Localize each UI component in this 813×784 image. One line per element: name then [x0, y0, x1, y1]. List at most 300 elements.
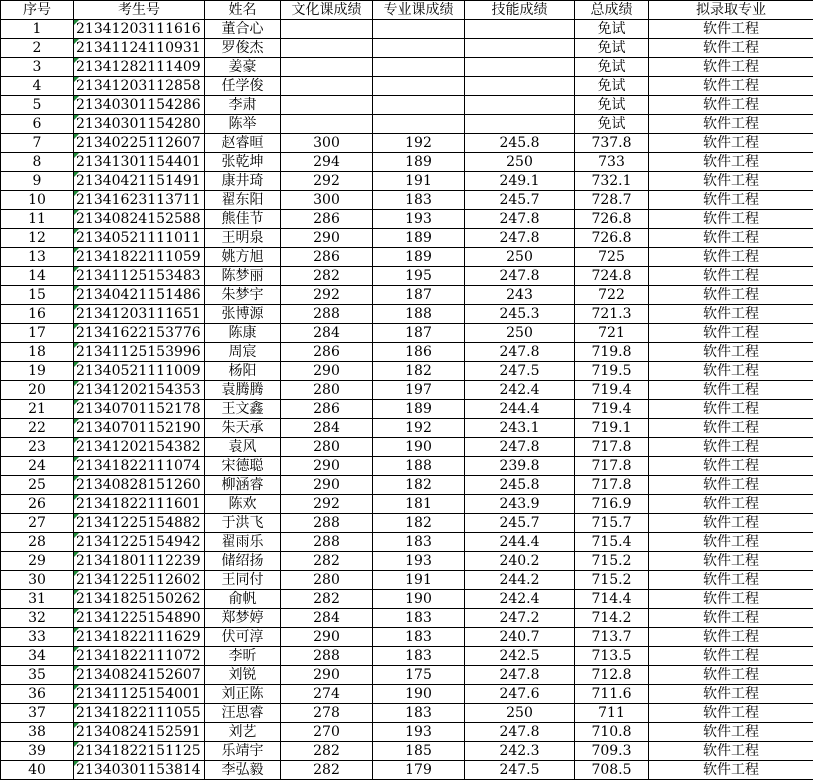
skill-score-cell[interactable]: 250	[465, 324, 575, 343]
name-cell[interactable]: 刘锐	[205, 666, 281, 685]
skill-score-cell[interactable]: 240.7	[465, 628, 575, 647]
major-score-cell[interactable]: 183	[373, 533, 465, 552]
major-score-cell[interactable]: 189	[373, 153, 465, 172]
culture-score-cell[interactable]: 284	[281, 609, 373, 628]
admitted-major-cell[interactable]: 软件工程	[649, 761, 813, 780]
culture-score-cell[interactable]: 294	[281, 153, 373, 172]
total-score-cell[interactable]: 725	[575, 248, 649, 267]
exam-id-cell[interactable]: 21341822111074	[74, 457, 205, 476]
exam-id-cell[interactable]: 21341622153776	[74, 324, 205, 343]
serial-cell[interactable]: 21	[1, 400, 74, 419]
admitted-major-cell[interactable]: 软件工程	[649, 495, 813, 514]
skill-score-cell[interactable]: 250	[465, 248, 575, 267]
serial-cell[interactable]: 18	[1, 343, 74, 362]
major-score-cell[interactable]: 189	[373, 248, 465, 267]
admitted-major-cell[interactable]: 软件工程	[649, 400, 813, 419]
major-score-cell[interactable]: 193	[373, 552, 465, 571]
total-score-cell[interactable]: 711	[575, 704, 649, 723]
name-cell[interactable]: 陈欢	[205, 495, 281, 514]
admitted-major-cell[interactable]: 软件工程	[649, 343, 813, 362]
name-cell[interactable]: 伏可淳	[205, 628, 281, 647]
exam-id-cell[interactable]: 21341825150262	[74, 590, 205, 609]
skill-score-cell[interactable]: 244.4	[465, 533, 575, 552]
total-score-cell[interactable]: 717.8	[575, 457, 649, 476]
name-cell[interactable]: 任学俊	[205, 77, 281, 96]
culture-score-cell[interactable]: 286	[281, 248, 373, 267]
serial-cell[interactable]: 6	[1, 115, 74, 134]
skill-score-cell[interactable]: 239.8	[465, 457, 575, 476]
total-score-cell[interactable]: 免试	[575, 39, 649, 58]
skill-score-cell[interactable]: 247.8	[465, 229, 575, 248]
total-score-cell[interactable]: 719.8	[575, 343, 649, 362]
exam-id-cell[interactable]: 21341822111629	[74, 628, 205, 647]
exam-id-cell[interactable]: 21341225154882	[74, 514, 205, 533]
total-score-cell[interactable]: 728.7	[575, 191, 649, 210]
name-cell[interactable]: 王明泉	[205, 229, 281, 248]
major-score-cell[interactable]: 197	[373, 381, 465, 400]
culture-score-cell[interactable]: 274	[281, 685, 373, 704]
major-score-cell[interactable]: 187	[373, 324, 465, 343]
name-cell[interactable]: 郑梦婷	[205, 609, 281, 628]
total-score-cell[interactable]: 721	[575, 324, 649, 343]
admitted-major-cell[interactable]: 软件工程	[649, 571, 813, 590]
name-cell[interactable]: 汪思睿	[205, 704, 281, 723]
culture-score-cell[interactable]: 290	[281, 362, 373, 381]
culture-score-cell[interactable]: 286	[281, 400, 373, 419]
serial-cell[interactable]: 19	[1, 362, 74, 381]
name-cell[interactable]: 于洪飞	[205, 514, 281, 533]
serial-cell[interactable]: 26	[1, 495, 74, 514]
name-cell[interactable]: 陈康	[205, 324, 281, 343]
serial-cell[interactable]: 16	[1, 305, 74, 324]
culture-score-cell[interactable]	[281, 20, 373, 39]
name-cell[interactable]: 袁腾腾	[205, 381, 281, 400]
total-score-cell[interactable]: 732.1	[575, 172, 649, 191]
exam-id-cell[interactable]: 21341623113711	[74, 191, 205, 210]
major-score-cell[interactable]: 182	[373, 476, 465, 495]
skill-score-cell[interactable]	[465, 115, 575, 134]
total-score-cell[interactable]: 免试	[575, 96, 649, 115]
skill-score-cell[interactable]: 243	[465, 286, 575, 305]
serial-cell[interactable]: 20	[1, 381, 74, 400]
culture-score-cell[interactable]: 282	[281, 761, 373, 780]
culture-score-cell[interactable]: 288	[281, 305, 373, 324]
skill-score-cell[interactable]: 247.5	[465, 761, 575, 780]
culture-score-cell[interactable]: 288	[281, 514, 373, 533]
exam-id-cell[interactable]: 21341301154401	[74, 153, 205, 172]
name-cell[interactable]: 朱梦宇	[205, 286, 281, 305]
major-score-cell[interactable]: 175	[373, 666, 465, 685]
total-score-cell[interactable]: 737.8	[575, 134, 649, 153]
exam-id-cell[interactable]: 21341822111072	[74, 647, 205, 666]
skill-score-cell[interactable]: 245.7	[465, 191, 575, 210]
exam-id-cell[interactable]: 21340521111009	[74, 362, 205, 381]
name-cell[interactable]: 储绍扬	[205, 552, 281, 571]
culture-score-cell[interactable]: 290	[281, 666, 373, 685]
skill-score-cell[interactable]	[465, 20, 575, 39]
culture-score-cell[interactable]: 270	[281, 723, 373, 742]
major-score-cell[interactable]: 195	[373, 267, 465, 286]
total-score-cell[interactable]: 715.2	[575, 552, 649, 571]
name-cell[interactable]: 王同付	[205, 571, 281, 590]
name-cell[interactable]: 王文鑫	[205, 400, 281, 419]
culture-score-cell[interactable]: 290	[281, 457, 373, 476]
name-cell[interactable]: 刘艺	[205, 723, 281, 742]
total-score-cell[interactable]: 715.2	[575, 571, 649, 590]
exam-id-cell[interactable]: 21341822111055	[74, 704, 205, 723]
culture-score-cell[interactable]	[281, 39, 373, 58]
serial-cell[interactable]: 37	[1, 704, 74, 723]
skill-score-cell[interactable]: 243.9	[465, 495, 575, 514]
name-cell[interactable]: 姜豪	[205, 58, 281, 77]
culture-score-cell[interactable]: 284	[281, 419, 373, 438]
major-score-cell[interactable]: 188	[373, 305, 465, 324]
culture-score-cell[interactable]	[281, 96, 373, 115]
skill-score-cell[interactable]: 242.3	[465, 742, 575, 761]
exam-id-cell[interactable]: 21341225112602	[74, 571, 205, 590]
name-cell[interactable]: 姚方旭	[205, 248, 281, 267]
serial-cell[interactable]: 1	[1, 20, 74, 39]
name-cell[interactable]: 李昕	[205, 647, 281, 666]
skill-score-cell[interactable]: 247.8	[465, 210, 575, 229]
major-score-cell[interactable]: 192	[373, 134, 465, 153]
serial-cell[interactable]: 4	[1, 77, 74, 96]
total-score-cell[interactable]: 733	[575, 153, 649, 172]
culture-score-cell[interactable]: 290	[281, 476, 373, 495]
serial-cell[interactable]: 36	[1, 685, 74, 704]
serial-cell[interactable]: 10	[1, 191, 74, 210]
exam-id-cell[interactable]: 21341124110931	[74, 39, 205, 58]
exam-id-cell[interactable]: 21340824152591	[74, 723, 205, 742]
exam-id-cell[interactable]: 21340421151491	[74, 172, 205, 191]
major-score-cell[interactable]: 187	[373, 286, 465, 305]
serial-cell[interactable]: 31	[1, 590, 74, 609]
admitted-major-cell[interactable]: 软件工程	[649, 457, 813, 476]
admitted-major-cell[interactable]: 软件工程	[649, 305, 813, 324]
culture-score-cell[interactable]	[281, 58, 373, 77]
exam-id-cell[interactable]: 21340701152178	[74, 400, 205, 419]
admitted-major-cell[interactable]: 软件工程	[649, 742, 813, 761]
culture-score-cell[interactable]: 278	[281, 704, 373, 723]
total-score-cell[interactable]: 714.2	[575, 609, 649, 628]
serial-cell[interactable]: 32	[1, 609, 74, 628]
skill-score-cell[interactable]	[465, 77, 575, 96]
name-cell[interactable]: 李肃	[205, 96, 281, 115]
total-score-cell[interactable]: 免试	[575, 58, 649, 77]
name-cell[interactable]: 袁风	[205, 438, 281, 457]
culture-score-cell[interactable]: 292	[281, 172, 373, 191]
admitted-major-cell[interactable]: 软件工程	[649, 514, 813, 533]
total-score-cell[interactable]: 708.5	[575, 761, 649, 780]
name-cell[interactable]: 赵睿晅	[205, 134, 281, 153]
skill-score-cell[interactable]: 242.4	[465, 590, 575, 609]
exam-id-cell[interactable]: 21341202154382	[74, 438, 205, 457]
exam-id-cell[interactable]: 21341125153996	[74, 343, 205, 362]
culture-score-cell[interactable]: 300	[281, 134, 373, 153]
admitted-major-cell[interactable]: 软件工程	[649, 419, 813, 438]
serial-cell[interactable]: 2	[1, 39, 74, 58]
skill-score-cell[interactable]: 247.6	[465, 685, 575, 704]
admitted-major-cell[interactable]: 软件工程	[649, 58, 813, 77]
name-cell[interactable]: 俞帆	[205, 590, 281, 609]
major-score-cell[interactable]: 192	[373, 419, 465, 438]
serial-cell[interactable]: 15	[1, 286, 74, 305]
name-cell[interactable]: 柳涵睿	[205, 476, 281, 495]
total-score-cell[interactable]: 724.8	[575, 267, 649, 286]
total-score-cell[interactable]: 717.8	[575, 438, 649, 457]
major-score-cell[interactable]	[373, 96, 465, 115]
serial-cell[interactable]: 27	[1, 514, 74, 533]
major-score-cell[interactable]: 189	[373, 400, 465, 419]
total-score-cell[interactable]: 721.3	[575, 305, 649, 324]
culture-score-cell[interactable]: 280	[281, 381, 373, 400]
culture-score-cell[interactable]: 288	[281, 647, 373, 666]
admitted-major-cell[interactable]: 软件工程	[649, 685, 813, 704]
skill-score-cell[interactable]	[465, 58, 575, 77]
major-score-cell[interactable]: 191	[373, 172, 465, 191]
admitted-major-cell[interactable]: 软件工程	[649, 77, 813, 96]
skill-score-cell[interactable]: 247.8	[465, 343, 575, 362]
major-score-cell[interactable]: 193	[373, 723, 465, 742]
exam-id-cell[interactable]: 21340225112607	[74, 134, 205, 153]
serial-cell[interactable]: 14	[1, 267, 74, 286]
total-score-cell[interactable]: 715.4	[575, 533, 649, 552]
name-cell[interactable]: 罗俊杰	[205, 39, 281, 58]
name-cell[interactable]: 康井琦	[205, 172, 281, 191]
major-score-cell[interactable]: 181	[373, 495, 465, 514]
major-score-cell[interactable]: 193	[373, 210, 465, 229]
name-cell[interactable]: 张乾坤	[205, 153, 281, 172]
serial-cell[interactable]: 28	[1, 533, 74, 552]
major-score-cell[interactable]: 183	[373, 647, 465, 666]
admitted-major-cell[interactable]: 软件工程	[649, 609, 813, 628]
exam-id-cell[interactable]: 21341801112239	[74, 552, 205, 571]
culture-score-cell[interactable]: 282	[281, 590, 373, 609]
serial-cell[interactable]: 9	[1, 172, 74, 191]
culture-score-cell[interactable]: 284	[281, 324, 373, 343]
exam-id-cell[interactable]: 21340421151486	[74, 286, 205, 305]
culture-score-cell[interactable]: 282	[281, 552, 373, 571]
serial-cell[interactable]: 34	[1, 647, 74, 666]
total-score-cell[interactable]: 710.8	[575, 723, 649, 742]
major-score-cell[interactable]: 182	[373, 362, 465, 381]
skill-score-cell[interactable]: 247.8	[465, 438, 575, 457]
total-score-cell[interactable]: 712.8	[575, 666, 649, 685]
skill-score-cell[interactable]: 245.7	[465, 514, 575, 533]
skill-score-cell[interactable]: 250	[465, 704, 575, 723]
serial-cell[interactable]: 8	[1, 153, 74, 172]
total-score-cell[interactable]: 免试	[575, 77, 649, 96]
exam-id-cell[interactable]: 21341225154890	[74, 609, 205, 628]
admitted-major-cell[interactable]: 软件工程	[649, 153, 813, 172]
total-score-cell[interactable]: 719.5	[575, 362, 649, 381]
total-score-cell[interactable]: 714.4	[575, 590, 649, 609]
admitted-major-cell[interactable]: 软件工程	[649, 552, 813, 571]
major-score-cell[interactable]: 183	[373, 628, 465, 647]
serial-cell[interactable]: 38	[1, 723, 74, 742]
exam-id-cell[interactable]: 21341203111651	[74, 305, 205, 324]
skill-score-cell[interactable]: 242.5	[465, 647, 575, 666]
exam-id-cell[interactable]: 21340824152607	[74, 666, 205, 685]
skill-score-cell[interactable]: 247.5	[465, 362, 575, 381]
serial-cell[interactable]: 3	[1, 58, 74, 77]
major-score-cell[interactable]: 190	[373, 685, 465, 704]
skill-score-cell[interactable]: 245.8	[465, 476, 575, 495]
culture-score-cell[interactable]	[281, 115, 373, 134]
admitted-major-cell[interactable]: 软件工程	[649, 96, 813, 115]
exam-id-cell[interactable]: 21341822111601	[74, 495, 205, 514]
culture-score-cell[interactable]: 280	[281, 571, 373, 590]
admitted-major-cell[interactable]: 软件工程	[649, 438, 813, 457]
culture-score-cell[interactable]: 280	[281, 438, 373, 457]
culture-score-cell[interactable]: 292	[281, 286, 373, 305]
admitted-major-cell[interactable]: 软件工程	[649, 20, 813, 39]
exam-id-cell[interactable]: 21340521111011	[74, 229, 205, 248]
total-score-cell[interactable]: 716.9	[575, 495, 649, 514]
name-cell[interactable]: 张博源	[205, 305, 281, 324]
culture-score-cell[interactable]: 286	[281, 343, 373, 362]
serial-cell[interactable]: 22	[1, 419, 74, 438]
total-score-cell[interactable]: 719.4	[575, 400, 649, 419]
major-score-cell[interactable]	[373, 115, 465, 134]
serial-cell[interactable]: 35	[1, 666, 74, 685]
exam-id-cell[interactable]: 21340824152588	[74, 210, 205, 229]
culture-score-cell[interactable]: 290	[281, 628, 373, 647]
major-score-cell[interactable]: 186	[373, 343, 465, 362]
major-score-cell[interactable]: 190	[373, 438, 465, 457]
skill-score-cell[interactable]: 242.4	[465, 381, 575, 400]
admitted-major-cell[interactable]: 软件工程	[649, 666, 813, 685]
serial-cell[interactable]: 25	[1, 476, 74, 495]
skill-score-cell[interactable]: 244.2	[465, 571, 575, 590]
major-score-cell[interactable]	[373, 20, 465, 39]
serial-cell[interactable]: 40	[1, 761, 74, 780]
serial-cell[interactable]: 11	[1, 210, 74, 229]
admitted-major-cell[interactable]: 软件工程	[649, 362, 813, 381]
major-score-cell[interactable]	[373, 77, 465, 96]
admitted-major-cell[interactable]: 软件工程	[649, 533, 813, 552]
exam-id-cell[interactable]: 21340301153814	[74, 761, 205, 780]
admitted-major-cell[interactable]: 软件工程	[649, 476, 813, 495]
serial-cell[interactable]: 13	[1, 248, 74, 267]
admitted-major-cell[interactable]: 软件工程	[649, 267, 813, 286]
exam-id-cell[interactable]: 21341822111059	[74, 248, 205, 267]
serial-cell[interactable]: 23	[1, 438, 74, 457]
total-score-cell[interactable]: 726.8	[575, 210, 649, 229]
admitted-major-cell[interactable]: 软件工程	[649, 191, 813, 210]
culture-score-cell[interactable]	[281, 77, 373, 96]
exam-id-cell[interactable]: 21341225154942	[74, 533, 205, 552]
exam-id-cell[interactable]: 21340301154286	[74, 96, 205, 115]
exam-id-cell[interactable]: 21340301154280	[74, 115, 205, 134]
skill-score-cell[interactable]: 249.1	[465, 172, 575, 191]
skill-score-cell[interactable]	[465, 96, 575, 115]
admitted-major-cell[interactable]: 软件工程	[649, 229, 813, 248]
major-score-cell[interactable]: 183	[373, 704, 465, 723]
name-cell[interactable]: 宋德聪	[205, 457, 281, 476]
admitted-major-cell[interactable]: 软件工程	[649, 324, 813, 343]
skill-score-cell[interactable]: 250	[465, 153, 575, 172]
total-score-cell[interactable]: 719.1	[575, 419, 649, 438]
culture-score-cell[interactable]: 282	[281, 742, 373, 761]
total-score-cell[interactable]: 713.5	[575, 647, 649, 666]
serial-cell[interactable]: 24	[1, 457, 74, 476]
admitted-major-cell[interactable]: 软件工程	[649, 628, 813, 647]
major-score-cell[interactable]: 183	[373, 609, 465, 628]
skill-score-cell[interactable]: 245.8	[465, 134, 575, 153]
total-score-cell[interactable]: 711.6	[575, 685, 649, 704]
name-cell[interactable]: 杨阳	[205, 362, 281, 381]
total-score-cell[interactable]: 717.8	[575, 476, 649, 495]
serial-cell[interactable]: 29	[1, 552, 74, 571]
name-cell[interactable]: 翟东阳	[205, 191, 281, 210]
skill-score-cell[interactable]: 240.2	[465, 552, 575, 571]
serial-cell[interactable]: 33	[1, 628, 74, 647]
name-cell[interactable]: 陈梦丽	[205, 267, 281, 286]
total-score-cell[interactable]: 715.7	[575, 514, 649, 533]
major-score-cell[interactable]	[373, 58, 465, 77]
name-cell[interactable]: 周宸	[205, 343, 281, 362]
exam-id-cell[interactable]: 21341282111409	[74, 58, 205, 77]
culture-score-cell[interactable]: 290	[281, 229, 373, 248]
skill-score-cell[interactable]: 243.1	[465, 419, 575, 438]
culture-score-cell[interactable]: 300	[281, 191, 373, 210]
name-cell[interactable]: 乐靖宇	[205, 742, 281, 761]
major-score-cell[interactable]: 188	[373, 457, 465, 476]
total-score-cell[interactable]: 719.4	[575, 381, 649, 400]
skill-score-cell[interactable]: 247.8	[465, 267, 575, 286]
serial-cell[interactable]: 39	[1, 742, 74, 761]
admitted-major-cell[interactable]: 软件工程	[649, 590, 813, 609]
admitted-major-cell[interactable]: 软件工程	[649, 723, 813, 742]
name-cell[interactable]: 李弘毅	[205, 761, 281, 780]
major-score-cell[interactable]: 182	[373, 514, 465, 533]
exam-id-cell[interactable]: 21341125153483	[74, 267, 205, 286]
admitted-major-cell[interactable]: 软件工程	[649, 210, 813, 229]
name-cell[interactable]: 陈举	[205, 115, 281, 134]
name-cell[interactable]: 董合心	[205, 20, 281, 39]
total-score-cell[interactable]: 免试	[575, 20, 649, 39]
culture-score-cell[interactable]: 282	[281, 267, 373, 286]
major-score-cell[interactable]: 183	[373, 191, 465, 210]
culture-score-cell[interactable]: 288	[281, 533, 373, 552]
total-score-cell[interactable]: 713.7	[575, 628, 649, 647]
total-score-cell[interactable]: 722	[575, 286, 649, 305]
serial-cell[interactable]: 7	[1, 134, 74, 153]
major-score-cell[interactable]: 179	[373, 761, 465, 780]
admitted-major-cell[interactable]: 软件工程	[649, 172, 813, 191]
name-cell[interactable]: 熊佳节	[205, 210, 281, 229]
admitted-major-cell[interactable]: 软件工程	[649, 704, 813, 723]
serial-cell[interactable]: 30	[1, 571, 74, 590]
serial-cell[interactable]: 5	[1, 96, 74, 115]
total-score-cell[interactable]: 726.8	[575, 229, 649, 248]
exam-id-cell[interactable]: 21340701152190	[74, 419, 205, 438]
name-cell[interactable]: 刘正陈	[205, 685, 281, 704]
skill-score-cell[interactable]: 247.8	[465, 666, 575, 685]
exam-id-cell[interactable]: 21340828151260	[74, 476, 205, 495]
admitted-major-cell[interactable]: 软件工程	[649, 286, 813, 305]
serial-cell[interactable]: 12	[1, 229, 74, 248]
major-score-cell[interactable]: 185	[373, 742, 465, 761]
exam-id-cell[interactable]: 21341203111616	[74, 20, 205, 39]
serial-cell[interactable]: 17	[1, 324, 74, 343]
exam-id-cell[interactable]: 21341125154001	[74, 685, 205, 704]
exam-id-cell[interactable]: 21341203112858	[74, 77, 205, 96]
admitted-major-cell[interactable]: 软件工程	[649, 115, 813, 134]
exam-id-cell[interactable]: 21341822151125	[74, 742, 205, 761]
name-cell[interactable]: 朱天承	[205, 419, 281, 438]
